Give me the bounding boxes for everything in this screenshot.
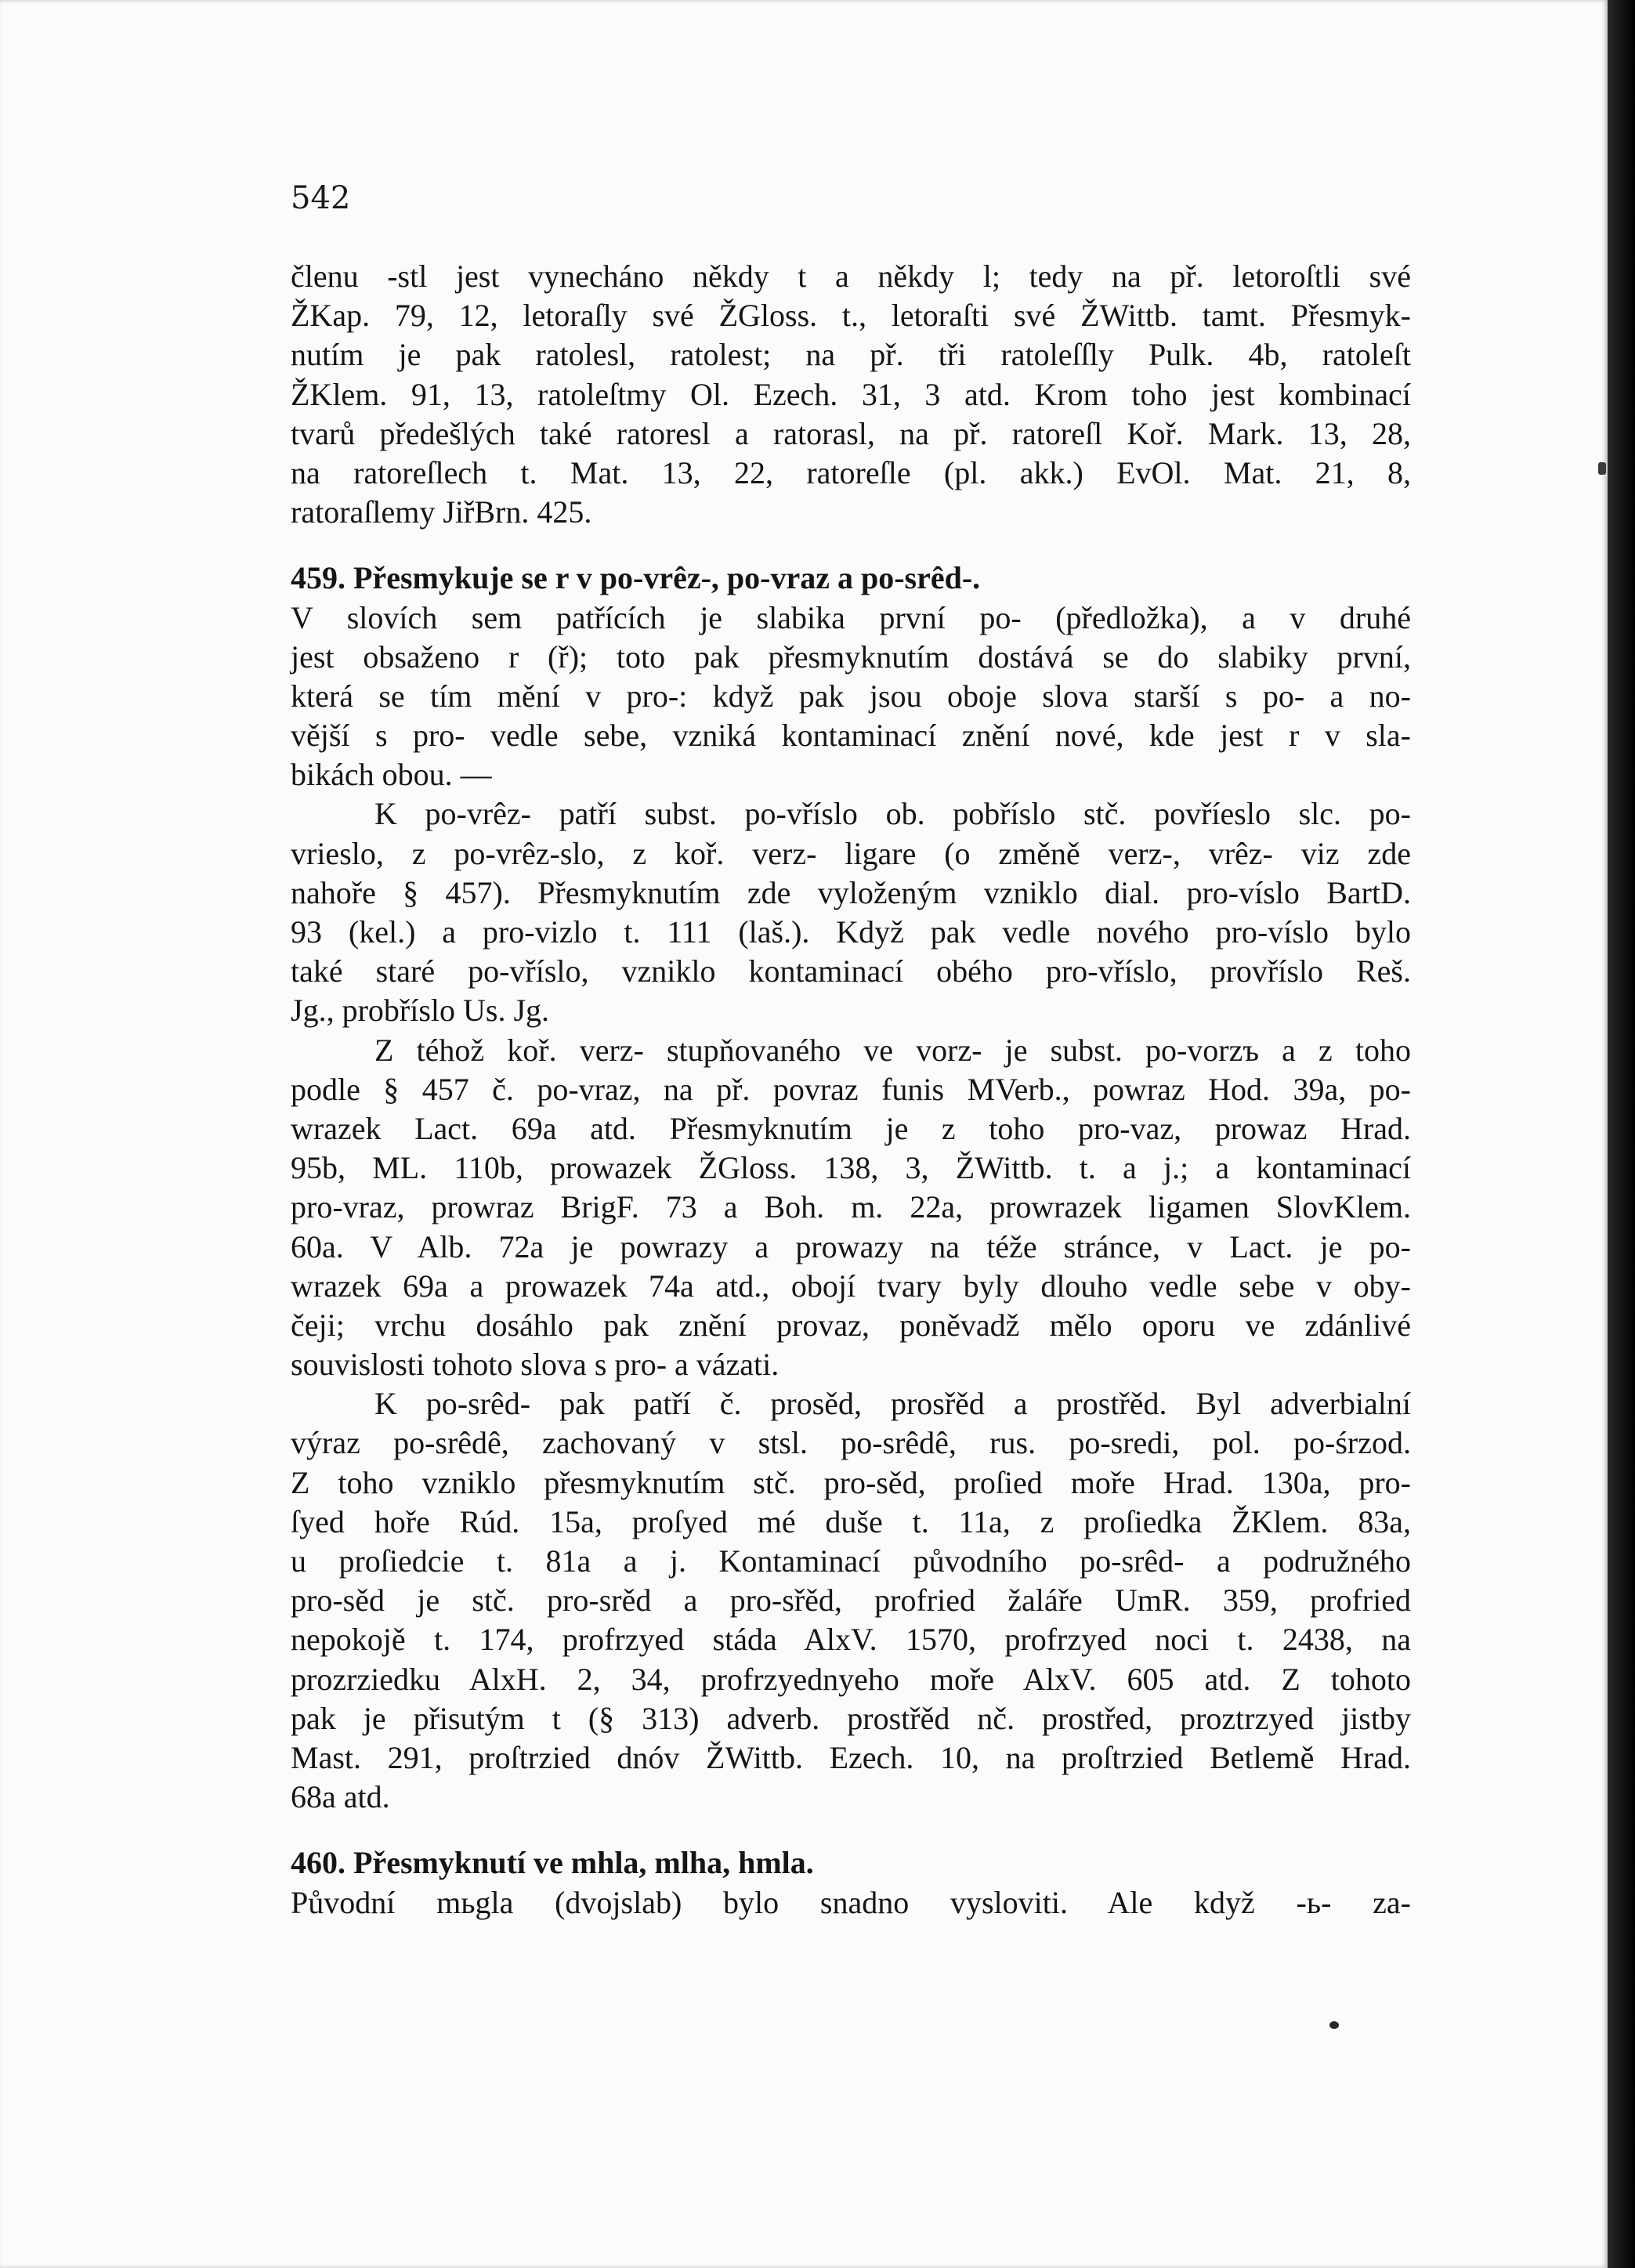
text-line: K po-vrêz- patří subst. po-vříslo ob. pobříslo stč. povříeslo slc. po- <box>374 796 1411 832</box>
text-line: ſyed hoře Rúd. 15a, proſyed mé duše t. 11a, z proſiedka ŽKlem. 83a, <box>291 1503 1411 1539</box>
text-line: souvislosti tohoto slova s pro- a vázati. <box>291 1347 780 1383</box>
scan-edge-shadow <box>1608 0 1635 2268</box>
text-line: pak je přisutým t (§ 313) adverb. prostřěd nč. prostřed, proztrzyed jistby <box>291 1700 1411 1736</box>
text-line: Původní mьgla (dvojslab) bylo snadno vysloviti. Ale když -ь- za- <box>291 1884 1411 1920</box>
text-line: členu -stl jest vynecháno někdy t a někdy l; tedy na př. letoroſtli své <box>291 259 1411 294</box>
text-line: Z toho vzniklo přesmyknutím stč. pro-sěd, proſied moře Hrad. 130a, pro- <box>291 1464 1411 1500</box>
text-line: 68a atd. <box>291 1779 390 1815</box>
text-line: bikách obou. — <box>291 757 492 793</box>
body-text <box>291 257 1411 1923</box>
page-number: 542 <box>291 180 351 216</box>
text-line: vější s pro- vedle sebe, vzniká kontaminací znění nové, kde jest r v sla- <box>291 718 1411 754</box>
text-line: Z téhož koř. verz- stupňovaného ve vorz- je subst. po-vorzъ a z toho <box>374 1032 1412 1068</box>
text-line: ratoraſlemy JiřBrn. 425. <box>291 494 592 530</box>
text-line: K po-srêd- pak patří č. prosěd, prosřěd a prostřěd. Byl adverbialní <box>374 1386 1411 1422</box>
text-line: V slovích sem patřících je slabika první po- (předložka), a v druhé <box>291 599 1411 635</box>
text-line: u proſiedcie t. 81a a j. Kontaminací původního po-srêd- a podružného <box>291 1543 1411 1579</box>
ink-dot-mark <box>1329 2021 1339 2029</box>
text-line: také staré po-vříslo, vzniklo kontaminací obého pro-vříslo, provříslo Reš. <box>291 953 1411 989</box>
text-line: Mast. 291, proſtrzied dnóv ŽWittb. Ezech. 10, na proſtrzied Betlemě Hrad. <box>291 1739 1411 1775</box>
text-line: podle § 457 č. po-vraz, na př. povraz funis MVerb., powraz Hod. 39a, po- <box>291 1071 1411 1107</box>
text-line: nepokojě t. 174, profrzyed stáda AlxV. 1570, profrzyed noci t. 2438, na <box>291 1622 1411 1658</box>
text-line: která se tím mění v pro-: když pak jsou oboje slova starší s po- a no- <box>291 678 1411 714</box>
text-line: prozrziedku AlxH. 2, 34, profrzyednyeho moře AlxV. 605 atd. Z tohoto <box>291 1661 1411 1697</box>
text-line: 95b, ML. 110b, prowazek ŽGloss. 138, 3, ŽWittb. t. a j.; a kontaminací <box>291 1150 1411 1186</box>
text-line: wrazek Lact. 69a atd. Přesmyknutím je z toho pro-vaz, prowaz Hrad. <box>291 1110 1411 1146</box>
text-line: nahoře § 457). Přesmyknutím zde vyloženým vzniklo dial. pro-víslo BartD. <box>291 874 1411 910</box>
text-line: pro-sěd je stč. pro-srěd a pro-sřěd, profried žaláře UmR. 359, profried <box>291 1583 1411 1619</box>
text-line: pro-vraz, prowraz BrigF. 73 a Boh. m. 22a, prowrazek ligamen SlovKlem. <box>291 1189 1411 1225</box>
text-line: ŽKlem. 91, 13, ratoleſtmy Ol. Ezech. 31, 3 atd. Krom toho jest kombinací <box>291 376 1411 412</box>
section-459-heading: 459. Přesmykuje se r v po-vrêz-, po-vraz a po-srêd-. <box>291 560 981 596</box>
margin-tick-mark <box>1598 462 1606 475</box>
text-line: ŽKap. 79, 12, letoraſly své ŽGloss. t., letoraſti své ŽWittb. tamt. Přesmyk- <box>291 298 1411 334</box>
text-line: výraz po-srêdê, zachovaný v stsl. po-srêdê, rus. po-sredi, pol. po-śrzod. <box>291 1425 1411 1461</box>
text-line: nutím je pak ratolesl, ratolest; na př. tři ratoleſſly Pulk. 4b, ratoleſt <box>291 337 1411 373</box>
text-line: jest obsaženo r (ř); toto pak přesmyknutím dostává se do slabiky první, <box>291 638 1411 675</box>
text-line: čeji; vrchu dosáhlo pak znění provaz, poněvadž mělo oporu ve zdánlivé <box>291 1307 1411 1343</box>
text-line: wrazek 69a a prowazek 74a atd., obojí tvary byly dlouho vedle sebe v oby- <box>291 1268 1411 1304</box>
text-line: 60a. V Alb. 72a je powrazy a prowazy na téže stránce, v Lact. je po- <box>291 1228 1411 1264</box>
text-line: vrieslo, z po-vrêz-slo, z koř. verz- ligare (o změně verz-, vrêz- viz zde <box>291 835 1411 871</box>
text-line: 93 (kel.) a pro-vizlo t. 111 (laš.). Když pak vedle nového pro-víslo bylo <box>291 914 1411 950</box>
text-line: na ratoreſlech t. Mat. 13, 22, ratoreſle (pl. akk.) EvOl. Mat. 21, 8, <box>291 454 1411 490</box>
text-line: tvarů předešlých také ratoresl a ratorasl, na př. ratoreſl Koř. Mark. 13, 28, <box>291 415 1411 451</box>
section-460-heading: 460. Přesmyknutí ve mhla, mlha, hmla. <box>291 1845 814 1881</box>
text-line: Jg., probříslo Us. Jg. <box>291 993 550 1029</box>
